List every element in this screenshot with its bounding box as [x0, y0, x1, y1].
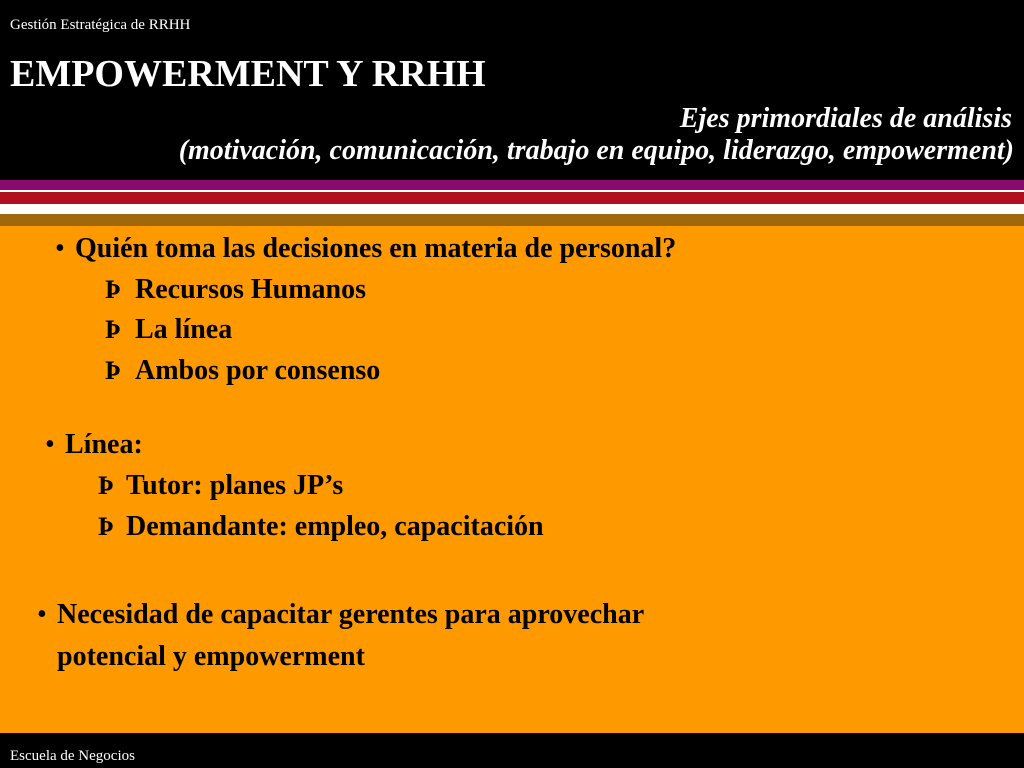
footer-text: Escuela de Negocios	[10, 748, 135, 764]
decorative-stripe-gold	[0, 214, 1024, 226]
bullet-item	[55, 232, 676, 266]
arrow-icon: Þ	[98, 471, 114, 500]
slide-footer	[0, 733, 1024, 768]
bullet-text-continuation: potencial y empowerment	[57, 641, 365, 672]
bullet-marker: •	[55, 233, 65, 264]
course-name: Gestión Estratégica de RRHH	[10, 17, 191, 33]
sub-bullet-item	[98, 469, 343, 503]
arrow-icon: Þ	[105, 275, 121, 304]
sub-bullet-text: Demandante: empleo, capacitación	[126, 511, 544, 542]
bullet-marker: •	[45, 429, 55, 460]
sub-bullet-item	[105, 313, 232, 347]
decorative-stripe-red	[0, 192, 1024, 204]
bullet-item	[37, 598, 644, 632]
sub-bullet-text: Ambos por consenso	[135, 355, 381, 386]
bullet-text: Necesidad de capacitar gerentes para aprovechar	[57, 599, 645, 630]
sub-bullet-item	[105, 354, 380, 388]
arrow-icon: Þ	[105, 356, 121, 385]
decorative-stripe-purple	[0, 180, 1024, 190]
bullet-marker: •	[37, 599, 47, 630]
slide-subtitle-topics: (motivación, comunicación, trabajo en equipo, liderazgo, empowerment)	[178, 135, 1014, 166]
bullet-item	[45, 428, 143, 462]
sub-bullet-text: La línea	[135, 314, 233, 345]
bullet-text: Línea:	[65, 429, 143, 460]
sub-bullet-text: Recursos Humanos	[135, 274, 367, 305]
slide-header	[0, 0, 1024, 180]
slide-body	[0, 226, 1024, 733]
sub-bullet-text: Tutor: planes JP’s	[126, 470, 344, 501]
decorative-stripe-white	[0, 204, 1024, 214]
arrow-icon: Þ	[105, 315, 121, 344]
sub-bullet-item	[98, 510, 544, 544]
arrow-icon: Þ	[98, 512, 114, 541]
slide-title: EMPOWERMENT Y RRHH	[10, 53, 486, 95]
sub-bullet-item	[105, 273, 366, 307]
slide-subtitle: Ejes primordiales de análisis	[679, 103, 1012, 134]
bullet-text: Quién toma las decisiones en materia de personal?	[75, 233, 677, 264]
